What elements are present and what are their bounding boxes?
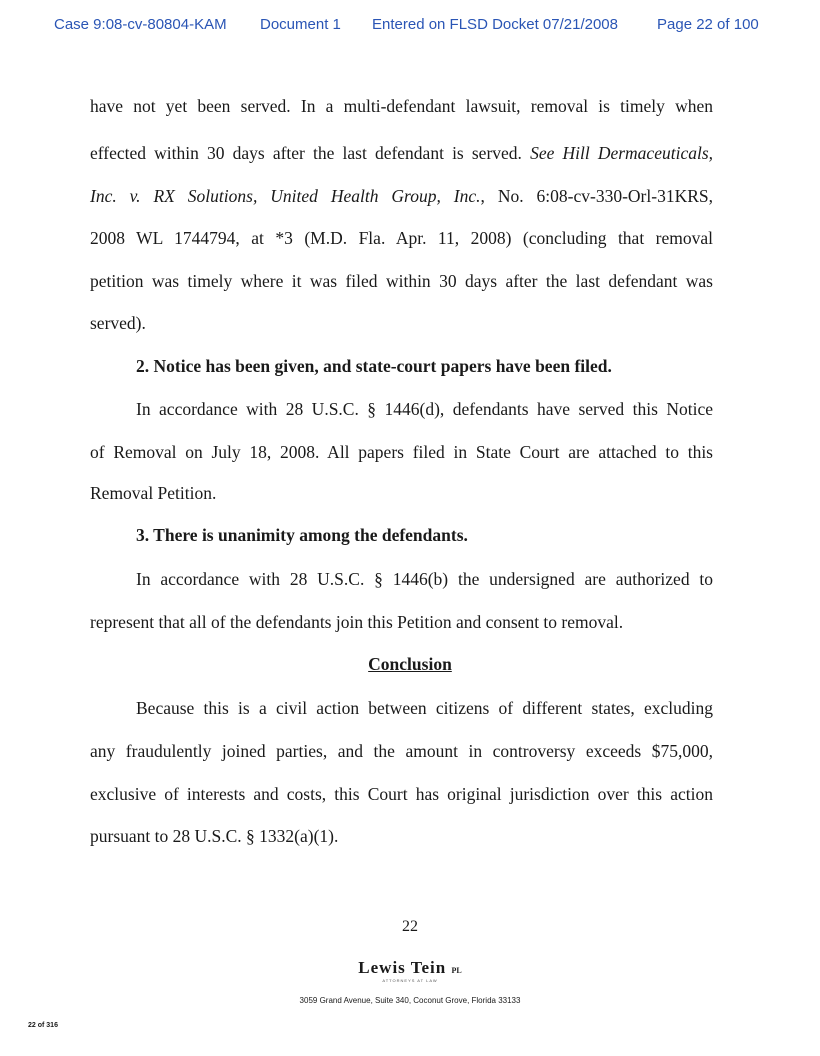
body-line: pursuant to 28 U.S.C. § 1332(a)(1). [90, 826, 339, 846]
header-page-number: Page 22 of 100 [657, 16, 759, 33]
body-line: Removal Petition. [90, 483, 217, 503]
body-line: any fraudulently joined parties, and the amount in controversy exceeds $75,000, [90, 741, 713, 761]
body-line: In accordance with 28 U.S.C. § 1446(b) the undersigned are authorized to [136, 569, 713, 589]
body-line: Because this is a civil action between citizens of different states, excluding [136, 698, 713, 718]
body-line: petition was timely where it was filed within 30 days after the last defendant was [90, 271, 713, 291]
body-line: Inc. v. RX Solutions, United Health Group, Inc., No. 6:08-cv-330-Orl-31KRS, [90, 186, 713, 206]
case-number: Case 9:08-cv-80804-KAM [54, 16, 227, 33]
body-line: served). [90, 313, 146, 333]
firm-subtitle: ATTORNEYS AT LAW [382, 978, 438, 983]
page-number: 22 [402, 918, 418, 935]
body-line: effected within 30 days after the last defendant is served. See Hill Dermaceuticals, [90, 143, 714, 163]
section-heading: 2. Notice has been given, and state-court papers have been filed. [136, 356, 612, 376]
conclusion-heading: Conclusion [368, 654, 452, 674]
docket-entry-date: Entered on FLSD Docket 07/21/2008 [372, 16, 618, 33]
firm-logo: Lewis Tein PL [358, 958, 462, 977]
body-line: have not yet been served. In a multi-defendant lawsuit, removal is timely when [90, 96, 713, 116]
body-line: 2008 WL 1744794, at *3 (M.D. Fla. Apr. 11, 2008) (concluding that removal [90, 228, 713, 248]
firm-address: 3059 Grand Avenue, Suite 340, Coconut Grove, Florida 33133 [299, 996, 521, 1005]
document-number: Document 1 [260, 16, 341, 33]
body-line: represent that all of the defendants join this Petition and consent to removal. [90, 612, 624, 632]
section-heading: 3. There is unanimity among the defendants. [136, 525, 468, 545]
body-line: In accordance with 28 U.S.C. § 1446(d), defendants have served this Notice [136, 399, 713, 419]
body-line: exclusive of interests and costs, this Court has original jurisdiction over this action [90, 784, 713, 804]
body-line: of Removal on July 18, 2008. All papers filed in State Court are attached to this [90, 442, 713, 462]
page-count: 22 of 316 [28, 1022, 58, 1029]
